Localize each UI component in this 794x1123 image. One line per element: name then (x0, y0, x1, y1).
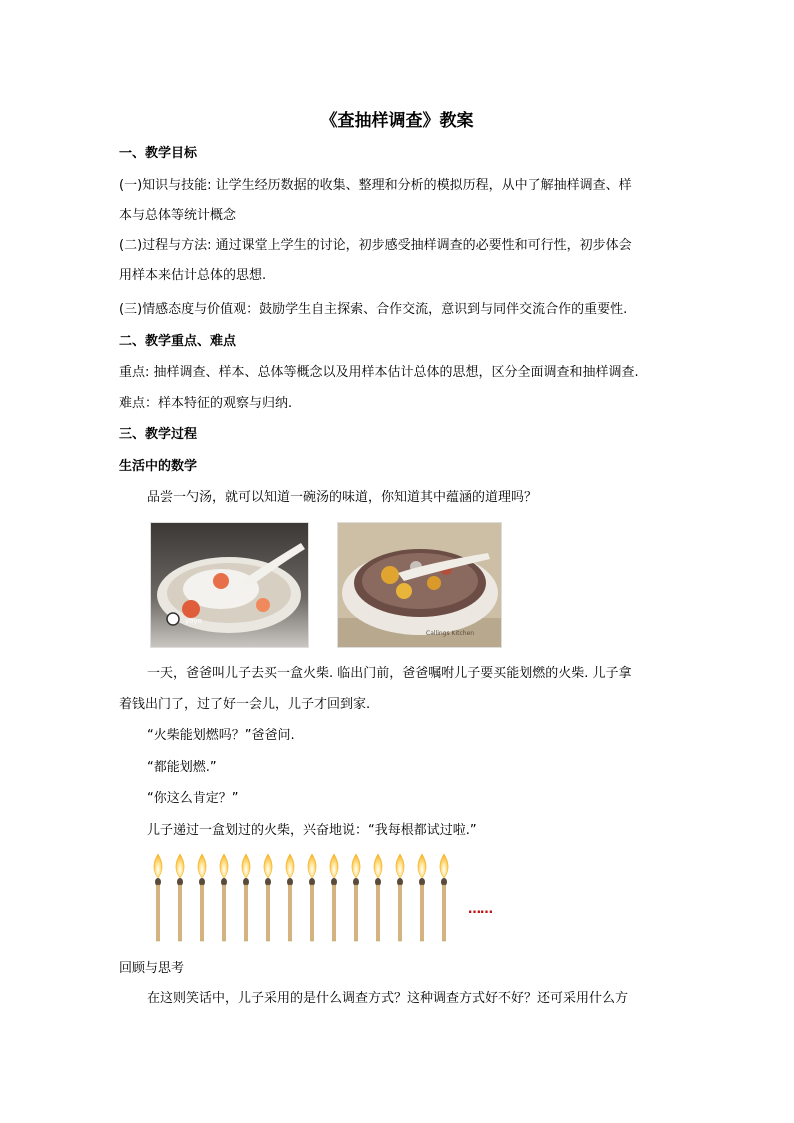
paragraph-process-line2: 用样本来估计总体的思想. (119, 268, 267, 283)
dialog-line2: “都能划燃.” (147, 760, 217, 775)
match-11 (374, 854, 382, 941)
match-8 (308, 854, 316, 941)
story-line2: 着钱出门了，过了好一会儿，儿子才回到家. (119, 697, 371, 712)
soup1-watermark: yoyo (185, 617, 202, 625)
paragraph-key-point: 重点: 抽样调查、样本、总体等概念以及用样本估计总体的思想，区分全面调查和抽样调查. (119, 365, 639, 380)
paragraph-difficult-point: 难点：样本特征的观察与归纳. (119, 396, 293, 411)
match-13 (418, 854, 426, 941)
match-7 (286, 854, 294, 941)
match-6 (264, 854, 272, 941)
section-heading-process: 三、教学过程 (119, 427, 198, 442)
match-14 (440, 854, 448, 941)
burning-matches-illustration (150, 852, 510, 944)
match-2 (176, 854, 184, 941)
matches-ellipsis: …… (468, 902, 492, 917)
section-heading-objectives: 一、教学目标 (119, 146, 198, 161)
match-10 (352, 854, 360, 941)
paragraph-knowledge-line2: 本与总体等统计概念 (119, 208, 237, 223)
match-12 (396, 854, 404, 941)
dialog-line1: “火柴能划燃吗？”爸爸问. (147, 728, 295, 743)
paragraph-soup-question: 品尝一勺汤，就可以知道一碗汤的味道，你知道其中蕴涵的道理吗？ (147, 490, 538, 505)
review-question: 在这则笑话中，儿子采用的是什么调查方式？这种调查方式好不好？还可采用什么方 (147, 991, 629, 1006)
match-9 (330, 854, 338, 941)
subheading-math-in-life: 生活中的数学 (119, 459, 198, 474)
soup-photo-2 (337, 522, 502, 648)
paragraph-knowledge-line1: (一)知识与技能: 让学生经历数据的收集、整理和分析的模拟历程，从中了解抽样调查、样 (119, 178, 632, 193)
match-4 (220, 854, 228, 941)
story-line1: 一天，爸爸叫儿子去买一盒火柴. 临出门前，爸爸嘱咐儿子要买能划燃的火柴. 儿子拿 (147, 666, 632, 681)
section-heading-key-points: 二、教学重点、难点 (119, 334, 237, 349)
match-3 (198, 854, 206, 941)
soup2-watermark: Callings Kitchen (426, 630, 475, 637)
dialog-line3: “你这么肯定？” (147, 791, 239, 806)
paragraph-process-line1: (二)过程与方法: 通过课堂上学生的讨论，初步感受抽样调查的必要性和可行性，初步体会 (119, 238, 632, 253)
paragraph-attitude: (三)情感态度与价值观：鼓励学生自主探索、合作交流，意识到与同伴交流合作的重要性. (119, 302, 628, 317)
match-5 (242, 854, 250, 941)
page-title: 《查抽样调查》教案 (320, 111, 474, 131)
dialog-line4: 儿子递过一盒划过的火柴，兴奋地说：“我每根都试过啦.” (147, 823, 477, 838)
review-heading: 回顾与思考 (119, 961, 185, 976)
match-1 (154, 854, 162, 941)
soup-photo-1 (150, 522, 309, 648)
